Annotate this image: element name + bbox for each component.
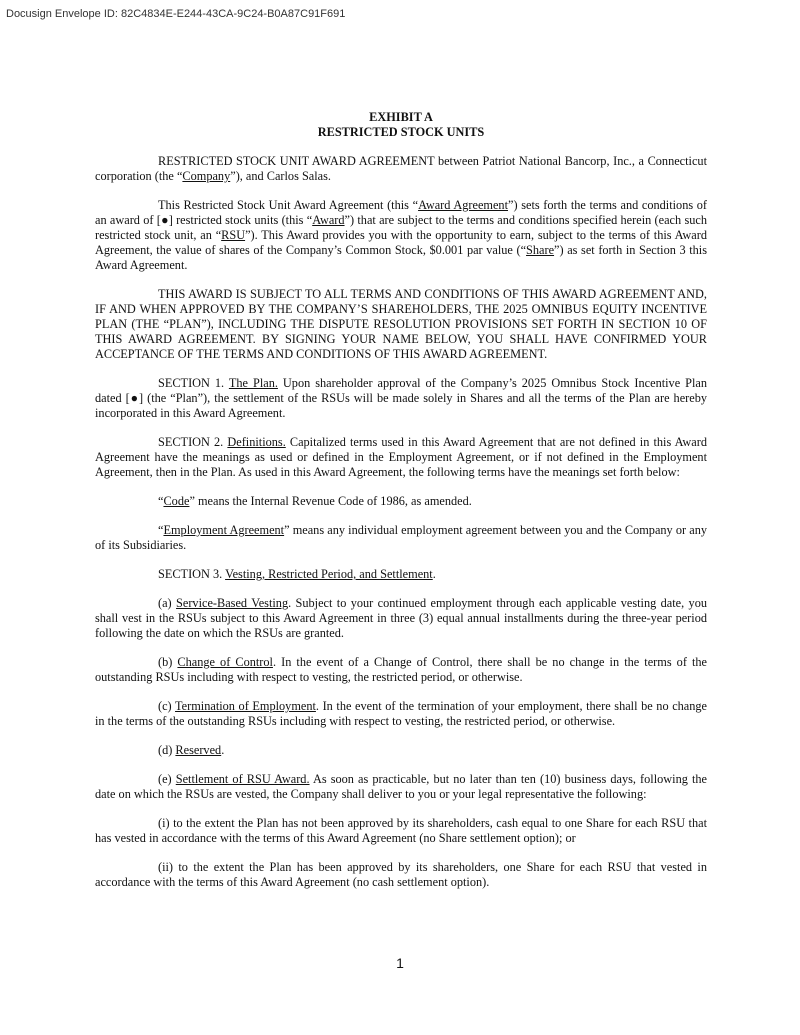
section-3-end: . — [432, 567, 436, 581]
section-3c-paragraph — [95, 699, 707, 729]
section-3e-heading: Settlement of RSU Award. — [175, 772, 310, 786]
section-3a-paragraph — [95, 596, 707, 641]
section-3d-heading: Reserved — [175, 743, 222, 757]
exhibit-label: EXHIBIT A — [369, 110, 433, 124]
section-3-paragraph — [95, 567, 707, 582]
exhibit-heading — [95, 110, 707, 140]
docusign-envelope-id: Docusign Envelope ID: 82C4834E-E244-43CA-9C24-B0A87C91F691 — [6, 8, 346, 20]
section-3c-label: (c) — [158, 699, 176, 713]
section-3b-paragraph — [95, 655, 707, 685]
section-3c-body: . In the event of the termination of your employment, there shall be no change in the terms of the outstanding RSUs including with respect to vesting, the restricted period, or otherwise. — [95, 699, 708, 728]
definition-employment-agreement — [95, 523, 707, 553]
section-3e-label: (e) — [158, 772, 176, 786]
para2-text-4: ”). This Award provides you with the opportunity to earn, subject to the terms of this Award Agreement, the value of shares of the Company’s Common Stock, $0.001 par value (“ — [95, 228, 707, 257]
section-2-heading: Definitions. — [227, 435, 286, 449]
para2-text-2: ”) sets forth the terms and conditions of an award of [●] restricted stock units (this “ — [95, 198, 708, 227]
para2-text-1: This Restricted Stock Unit Award Agreement (this “ — [158, 198, 419, 212]
section-3a-body: . Subject to your continued employment through each applicable vesting date, you shall vest in the RSUs subject to this Award Agreement in three (3) equal annual installments during the three-year period following the date on which the RSUs are granted. — [95, 596, 708, 640]
section-2-label: SECTION 2. — [158, 435, 228, 449]
definition-employment-quote: “ — [158, 523, 164, 537]
section-1-label: SECTION 1. — [158, 376, 229, 390]
definition-code-body: ” means the Internal Revenue Code of 1986, as amended. — [189, 494, 472, 508]
intro-text-1: RESTRICTED STOCK UNIT AWARD AGREEMENT between Patriot National Bancorp, Inc., a Connecticut corporation (the “ — [95, 154, 707, 183]
page-number: 1 — [396, 955, 404, 971]
section-1-paragraph — [95, 376, 707, 421]
section-2-body: Capitalized terms used in this Award Agreement that are not defined in this Award Agreement have the meanings as used or defined in the Employment Agreement, or if not defined in the Employment Agreement, then in the Plan. As used in this Award Agreement, the following terms have the meanings set forth below: — [95, 435, 708, 479]
section-3e-ii-paragraph: (ii) to the extent the Plan has been approved by its shareholders, one Share for each RSU that vested in accordance with the terms of this Award Agreement (no cash settlement option). — [95, 860, 707, 889]
defined-term-code: Code — [163, 494, 190, 508]
section-3-heading: Vesting, Restricted Period, and Settlement — [225, 567, 433, 581]
acceptance-caps-paragraph: THIS AWARD IS SUBJECT TO ALL TERMS AND CONDITIONS OF THIS AWARD AGREEMENT AND, IF AND WHEN APPROVED BY THE COMPANY’S SHAREHOLDERS, THE 2025 OMNIBUS EQUITY INCENTIVE PLAN (THE “PLAN”), INCLUDING THE DISPUTE RESOLUTION PROVISIONS SET FORTH IN SECTION 10 OF THIS AWARD AGREEMENT. BY SIGNING YOUR NAME BELOW, YOU SHALL HAVE CONFIRMED YOUR ACCEPTANCE OF THE TERMS AND CONDITIONS OF THIS AWARD AGREEMENT. — [95, 287, 707, 361]
exhibit-title: RESTRICTED STOCK UNITS — [317, 125, 485, 139]
section-3c-heading: Termination of Employment — [175, 699, 316, 713]
defined-term-award-agreement: Award Agreement — [418, 198, 508, 212]
section-3e-body: As soon as practicable, but no later than ten (10) business days, following the date on which the RSUs are vested, the Company shall deliver to you or your legal representative the following: — [95, 772, 707, 801]
defined-term-employment-agreement: Employment Agreement — [163, 523, 285, 537]
section-1-heading: The Plan. — [228, 376, 278, 390]
document-page — [95, 110, 707, 904]
defined-term-company: Company — [182, 169, 231, 183]
para2-text-5: ”) as set forth in Section 3 this Award Agreement. — [95, 243, 708, 272]
defined-term-rsu: RSU — [221, 228, 246, 242]
section-3b-body: . In the event of a Change of Control, there shall be no change in the terms of the outstanding RSUs including with respect to vesting, the restricted period, or otherwise. — [95, 655, 708, 684]
defined-term-share: Share — [526, 243, 555, 257]
section-2-paragraph — [95, 435, 707, 480]
award-description-paragraph — [95, 198, 707, 273]
section-3b-heading: Change of Control — [177, 655, 273, 669]
section-3e-paragraph — [95, 772, 707, 802]
section-3d-body: . — [221, 743, 225, 757]
section-3d-paragraph — [95, 743, 707, 758]
section-3d-label: (d) — [158, 743, 176, 757]
section-3a-heading: Service-Based Vesting — [176, 596, 289, 610]
defined-term-award: Award — [312, 213, 345, 227]
para2-text-3: ”) that are subject to the terms and conditions specified herein (each such restricted stock unit, an “ — [95, 213, 707, 242]
section-3b-label: (b) — [158, 655, 178, 669]
intro-text-2: ”), and Carlos Salas. — [230, 169, 331, 183]
section-3e-i-paragraph: (i) to the extent the Plan has not been approved by its shareholders, cash equal to one Share for each RSU that has vested in accordance with the terms of this Award Agreement (no Share settlement option); or — [95, 816, 707, 845]
section-3a-label: (a) — [158, 596, 177, 610]
definition-code-quote: “ — [158, 494, 164, 508]
definition-employment-body: ” means any individual employment agreement between you and the Company or any of its Subsidiaries. — [95, 523, 707, 552]
intro-paragraph — [95, 154, 707, 184]
definition-code — [95, 494, 707, 509]
section-3-label: SECTION 3. — [158, 567, 226, 581]
section-1-body: Upon shareholder approval of the Company’s 2025 Omnibus Stock Incentive Plan dated [●] (the “Plan”), the settlement of the RSUs will be made solely in Shares and all the terms of the Plan are hereby incorporated in this Award Agreement. — [95, 376, 707, 420]
